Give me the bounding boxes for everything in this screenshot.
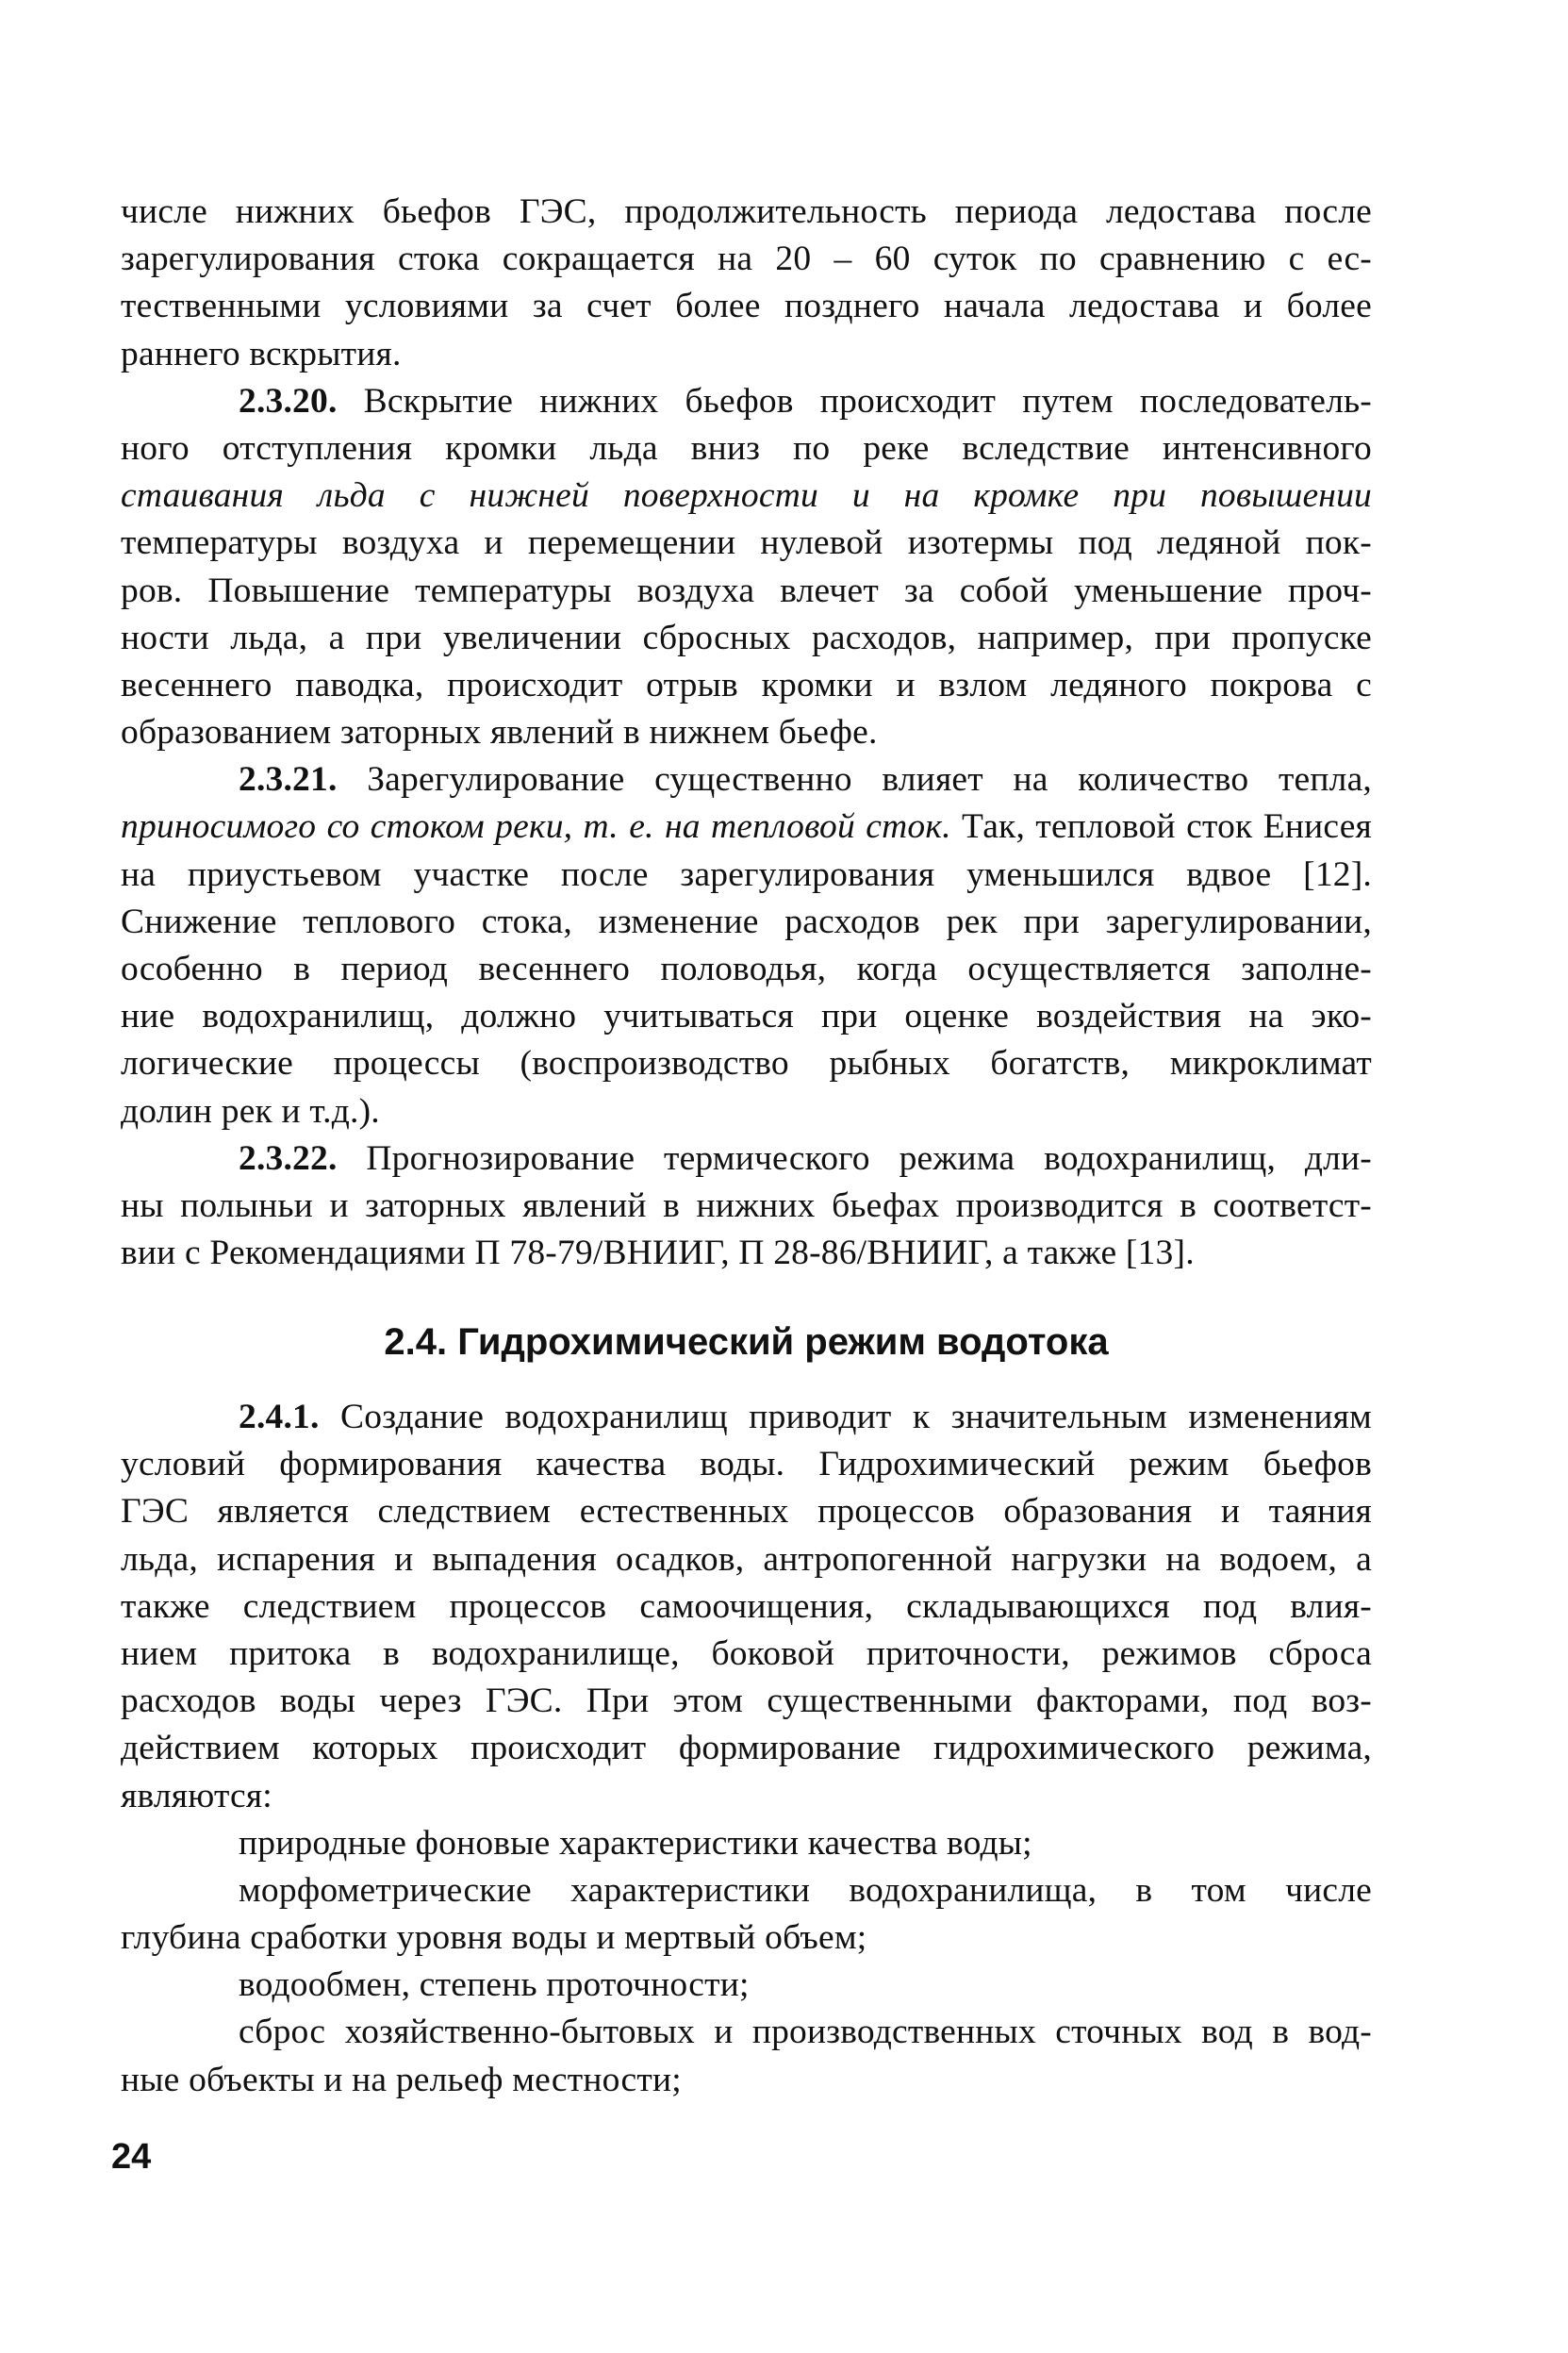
paragraph-intro bbox=[121, 189, 1372, 378]
text-line: нием притока в водохранилище, боковой приточности, режимов сброса bbox=[121, 1633, 1372, 1673]
text-line: действием которых происходит формирование гидрохимического режима, bbox=[121, 1729, 1372, 1768]
list-item-continuation: ные объекты и на рельеф местности; bbox=[121, 2060, 682, 2099]
text-run: Прогнозирование термического режима водохранилищ, дли- bbox=[337, 1138, 1372, 1178]
text-line: вии с Рекомендациями П 78-79/ВНИИГ, П 28-86/ВНИИГ, а также [13]. bbox=[121, 1234, 1195, 1273]
text-line: температуры воздуха и перемещении нулевой изотермы под ледяной пок- bbox=[121, 523, 1372, 563]
text-line: особенно в период весеннего половодья, когда осуществляется заполне- bbox=[121, 950, 1372, 988]
paragraph-2-4-1 bbox=[121, 1394, 1372, 1820]
text-line: ние водохранилищ, должно учитываться при оценке воздействия на эко- bbox=[121, 997, 1372, 1036]
list-item-continuation: глубина сработки уровня воды и мертвый объем; bbox=[121, 1918, 867, 1958]
page-body bbox=[121, 189, 1373, 2099]
text-line: весеннего паводка, происходит отрыв кромки и взлом ледяного покрова с bbox=[121, 665, 1372, 704]
text-line: ров. Повышение температуры воздуха влечет за собой уменьшение проч- bbox=[121, 571, 1372, 610]
text-line: Снижение теплового стока, изменение расходов рек при зарегулировании, bbox=[121, 902, 1372, 941]
list-item: сброс хозяйственно-бытовых и производственных сточных вод в вод- bbox=[239, 2013, 1372, 2052]
text-line: также следствием процессов самоочищения, складывающихся под влия- bbox=[121, 1586, 1372, 1626]
paragraph-2-3-20 bbox=[121, 378, 1372, 757]
clause-number: 2.3.20. bbox=[239, 381, 338, 421]
text-line: стаивания льда с нижней поверхности и на кромке при повышении bbox=[121, 476, 1372, 516]
text-line: зарегулирования стока сокращается на 20 – 60 суток по сравнению с ес- bbox=[121, 240, 1372, 279]
text-run: Создание водохранилищ приводит к значительным изменениям bbox=[319, 1398, 1372, 1436]
text-line bbox=[121, 378, 1372, 425]
page-number: 24 bbox=[111, 2137, 152, 2177]
text-line: на приустьевом участке после зарегулирования уменьшился вдвое [12]. bbox=[121, 854, 1372, 894]
text-line: расходов воды через ГЭС. При этом существенными факторами, под воз- bbox=[121, 1682, 1372, 1721]
text-line: тественными условиями за счет более позднего начала ледостава и более bbox=[121, 287, 1372, 326]
text-line bbox=[121, 1135, 1372, 1183]
clause-number: 2.3.21. bbox=[239, 760, 338, 800]
text-run: Зарегулирование существенно влияет на количество тепла, bbox=[337, 760, 1372, 800]
text-line: льда, испарения и выпадения осадков, антропогенной нагрузки на водоем, а bbox=[121, 1539, 1372, 1579]
clause-number: 2.4.1. bbox=[239, 1398, 320, 1436]
text-line: раннего вскрытия. bbox=[121, 334, 402, 373]
text-line bbox=[121, 804, 1372, 851]
list-item: природные фоновые характеристики качества воды; bbox=[239, 1823, 1032, 1863]
text-line bbox=[121, 756, 1372, 804]
section-2-4-body bbox=[121, 1394, 1372, 2104]
list-item: водообмен, степень проточности; bbox=[239, 1965, 750, 2005]
text-run: Вскрытие нижних бьефов происходит путем последователь- bbox=[337, 381, 1372, 421]
section-heading: 2.4. Гидрохимический режим водотока bbox=[384, 1321, 1109, 1363]
paragraph-2-3-22 bbox=[121, 1135, 1372, 1278]
italic-run: приносимого со стоком реки, т. е. на тепловой сток. bbox=[121, 807, 951, 847]
clause-number: 2.3.22. bbox=[239, 1138, 338, 1178]
text-line: числе нижних бьефов ГЭС, продолжительность периода ледостава после bbox=[121, 192, 1372, 231]
factor-list bbox=[121, 1820, 1372, 2104]
text-line: ности льда, а при увеличении сбросных расходов, например, при пропуске bbox=[121, 618, 1372, 657]
text-line: ГЭС является следствием естественных процессов образования и таяния bbox=[121, 1492, 1372, 1532]
text-line: долин рек и т.д.). bbox=[121, 1091, 380, 1131]
text-line: ны полыньи и заторных явлений в нижних бьефах производится в соответст- bbox=[121, 1185, 1372, 1225]
text-line: являются: bbox=[121, 1776, 272, 1815]
paragraph-2-3-21 bbox=[121, 756, 1372, 1135]
text-line: условий формирования качества воды. Гидрохимический режим бьефов bbox=[121, 1445, 1372, 1484]
text-line: образованием заторных явлений в нижнем бьефе. bbox=[121, 713, 878, 753]
text-line: логические процессы (воспроизводство рыбных богатств, микроклимат bbox=[121, 1044, 1372, 1084]
text-run: Так, тепловой сток Енисея bbox=[950, 807, 1373, 847]
list-item: морфометрические характеристики водохранилища, в том числе bbox=[239, 1870, 1372, 1910]
text-line bbox=[121, 1394, 1372, 1441]
text-line: ного отступления кромки льда вниз по реке вследствие интенсивного bbox=[121, 428, 1372, 468]
